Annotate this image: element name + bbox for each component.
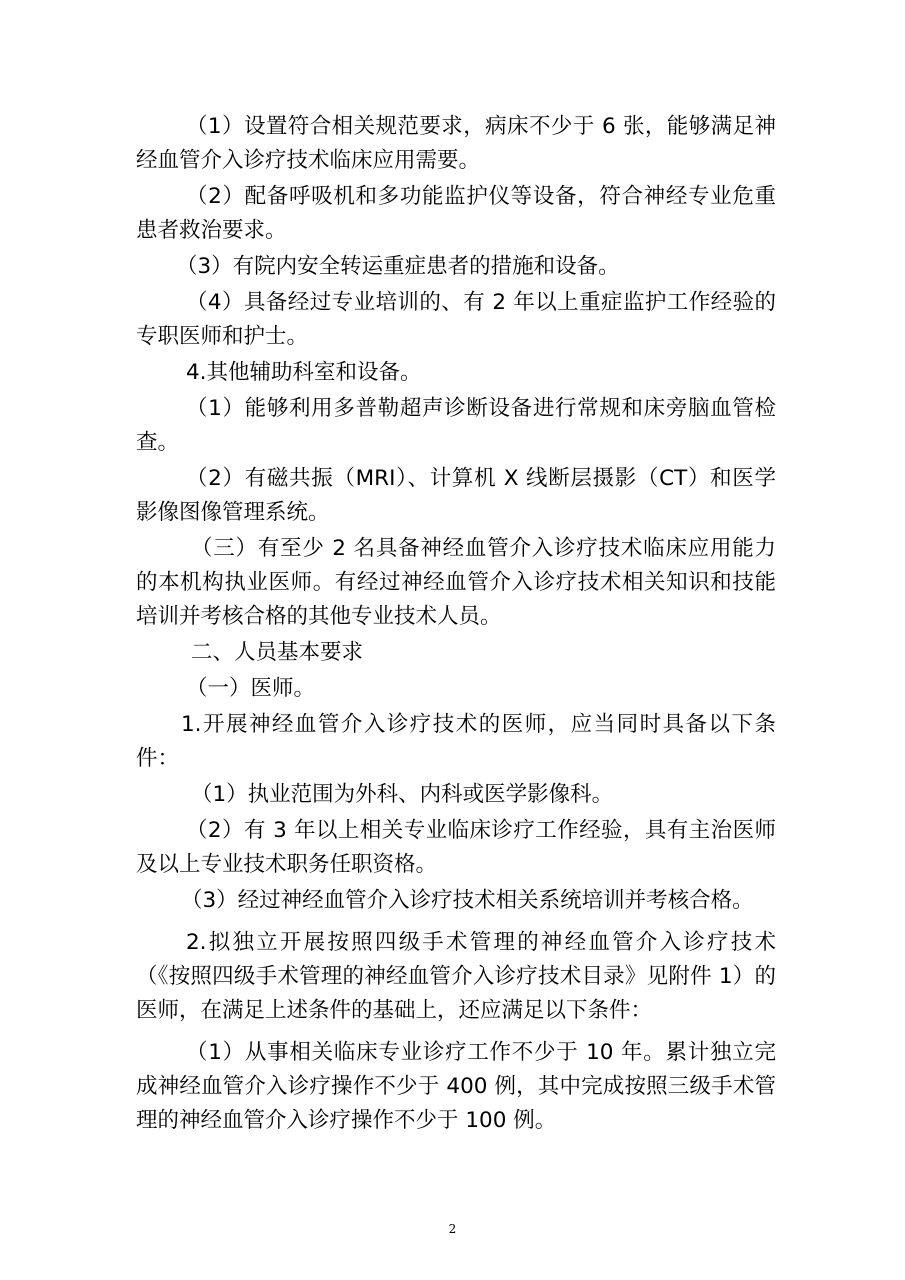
paragraph-physicians-count: （三）有至少 2 名具备神经血管介入诊疗技术临床应用能力的本机构执业医师。有经过神经血管介入诊疗技术相关知识和技能培训并考核合格的其他专业技术人员。 (136, 536, 776, 629)
subsection-heading-physicians: （一）医师。 (186, 676, 316, 701)
paragraph-practice-scope: （1）执业范围为外科、内科或医学影像科。 (191, 782, 614, 807)
paragraph-training: （3）经过神经血管介入诊疗技术相关系统培训并考核合格。 (181, 888, 754, 913)
paragraph-doppler: （1）能够利用多普勒超声诊断设备进行常规和床旁脑血管检查。 (136, 396, 776, 455)
paragraph-imaging: （2）有磁共振（MRI）、计算机 X 线断层摄影（CT）和医学影像图像管理系统。 (136, 466, 776, 525)
page-number: 2 (448, 1222, 457, 1236)
paragraph-physician-conditions: 1.开展神经血管介入诊疗技术的医师，应当同时具备以下条件： (136, 712, 776, 771)
paragraph-icu-transfer: （3）有院内安全转运重症患者的措施和设备。 (176, 254, 620, 279)
paragraph-level4-conditions: 2.拟独立开展按照四级手术管理的神经血管介入诊疗技术（《按照四级手术管理的神经血管介入诊疗技术目录》见附件 1）的医师，在满足上述条件的基础上，还应满足以下条件： (136, 930, 776, 1023)
document-body (136, 110, 776, 1140)
paragraph-icu-beds: （1）设置符合相关规范要求，病床不少于 6 张，能够满足神经血管介入诊疗技术临床应用需要。 (136, 114, 776, 173)
paragraph-icu-equipment: （2）配备呼吸机和多功能监护仪等设备，符合神经专业危重患者救治要求。 (136, 184, 776, 243)
paragraph-icu-staff: （4）具备经过专业培训的、有 2 年以上重症监护工作经验的专职医师和护士。 (136, 290, 776, 349)
paragraph-years-cases: （1）从事相关临床专业诊疗工作不少于 10 年。累计独立完成神经血管介入诊疗操作不少于 400 例，其中完成按照三级手术管理的神经血管介入诊疗操作不少于 100 例。 (136, 1040, 776, 1133)
paragraph-auxiliary-heading: 4.其他辅助科室和设备。 (186, 360, 422, 385)
section-heading-personnel: 二、人员基本要求 (191, 640, 364, 665)
paragraph-experience: （2）有 3 年以上相关专业临床诊疗工作经验，具有主治医师及以上专业技术职务任职资格。 (136, 818, 776, 877)
